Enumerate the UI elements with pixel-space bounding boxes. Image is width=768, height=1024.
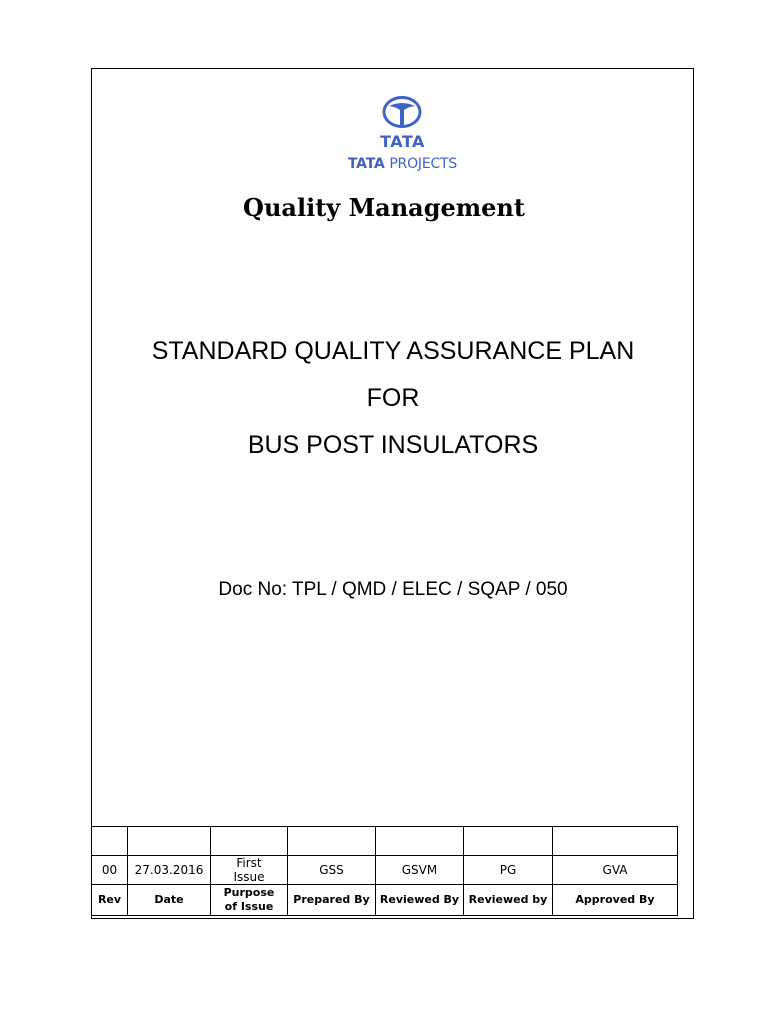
tata-emblem-icon [382, 96, 422, 128]
document-title-line-1: STANDARD QUALITY ASSURANCE PLAN [151, 337, 635, 365]
table-row [92, 827, 678, 856]
date-header: Date [128, 885, 211, 916]
table-cell [553, 827, 678, 856]
approved-by-cell: GVA [553, 856, 678, 885]
purpose-header: Purpose of Issue [211, 885, 288, 916]
table-cell [211, 827, 288, 856]
approved-by-header: Approved By [553, 885, 678, 916]
reviewed-by-header-2: Reviewed by [464, 885, 553, 916]
prepared-by-header: Prepared By [288, 885, 376, 916]
rev-number-cell: 00 [92, 856, 128, 885]
document-number: Doc No: TPL / QMD / ELEC / SQAP / 050 [218, 579, 568, 600]
revision-table [91, 826, 678, 916]
date-cell: 27.03.2016 [128, 856, 211, 885]
logo-subtitle: TATA PROJECTS [347, 156, 458, 172]
department-title: Quality Management [243, 193, 525, 222]
table-cell [128, 827, 211, 856]
table-row [92, 856, 678, 885]
table-header-row [92, 885, 678, 916]
document-title-line-3: BUS POST INSULATORS [247, 431, 539, 459]
table-cell [464, 827, 553, 856]
prepared-by-cell: GSS [288, 856, 376, 885]
logo-wordmark: TATA [380, 132, 425, 151]
tata-projects-logo [330, 96, 475, 176]
purpose-cell: First Issue [211, 856, 288, 885]
reviewed-by-header: Reviewed By [376, 885, 464, 916]
table-cell [288, 827, 376, 856]
rev-header: Rev [92, 885, 128, 916]
table-cell [92, 827, 128, 856]
reviewed-by-cell: GSVM [376, 856, 464, 885]
reviewed-by-cell-2: PG [464, 856, 553, 885]
document-title-line-2: FOR [366, 384, 420, 412]
table-cell [376, 827, 464, 856]
